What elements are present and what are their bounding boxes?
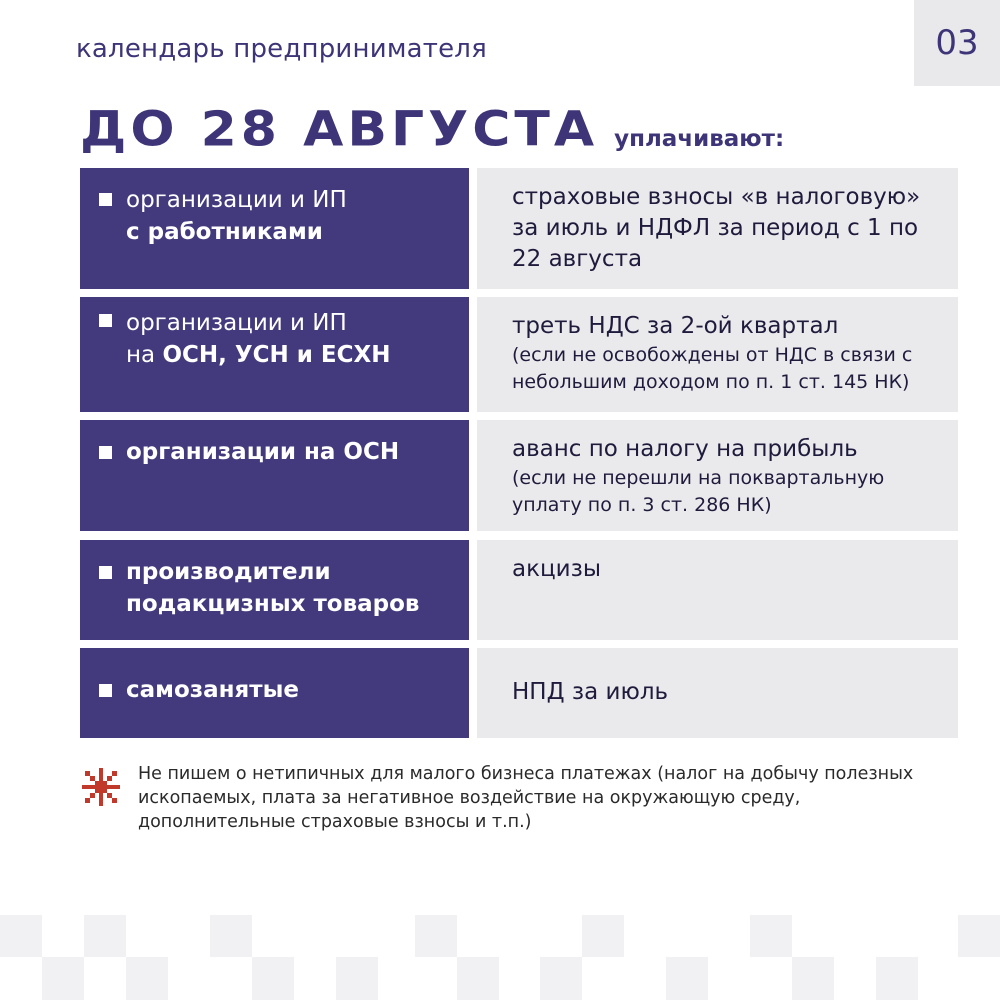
payment-cell bbox=[477, 648, 958, 738]
page-number: 03 bbox=[935, 23, 979, 63]
table-row bbox=[80, 540, 958, 640]
footnote: Не пишем о нетипичных для малого бизнеса платежах (налог на добычу полезных ископаемых, плата за негативное воздействие на окружающую среду, дополнительные страховые взносы и т.п.) bbox=[138, 764, 914, 832]
payer-bold: организации на ОСН bbox=[126, 439, 400, 465]
payer-cell bbox=[80, 540, 469, 640]
payer-cell bbox=[80, 420, 469, 531]
payment-cell bbox=[477, 540, 958, 640]
asterisk-icon bbox=[80, 766, 122, 808]
payer-bold: самозанятые bbox=[126, 677, 300, 703]
payer-bold: производители подакцизных товаров bbox=[126, 559, 420, 617]
payment-note: (если не перешли на поквартальную уплату по п. 3 ст. 286 НК) bbox=[512, 467, 885, 516]
payment-main: акцизы bbox=[512, 556, 601, 582]
headline bbox=[80, 102, 785, 158]
payment-cell bbox=[477, 168, 958, 289]
bullet-icon bbox=[99, 684, 112, 697]
payer-regular: организации и ИП bbox=[126, 310, 347, 336]
payer-bold: ОСН, УСН и ЕСХН bbox=[162, 342, 391, 368]
payment-main: треть НДС за 2-ой квартал bbox=[512, 313, 839, 339]
header-title: календарь предпринимателя bbox=[76, 34, 487, 64]
payment-cell bbox=[477, 297, 958, 412]
headline-deadline: ДО 28 АВГУСТА bbox=[80, 102, 599, 158]
payer-cell bbox=[80, 168, 469, 289]
payer-cell bbox=[80, 648, 469, 738]
table-row bbox=[80, 420, 958, 531]
bullet-icon bbox=[99, 314, 112, 327]
payment-main: аванс по налогу на прибыль bbox=[512, 436, 858, 462]
payer-regular: организации и ИП bbox=[126, 187, 347, 213]
bullet-icon bbox=[99, 446, 112, 459]
page-number-badge bbox=[914, 0, 1000, 86]
table-row bbox=[80, 297, 958, 412]
payer-bold: с работниками bbox=[126, 219, 323, 245]
payment-main: страховые взносы «в налоговую» за июль и НДФЛ за период с 1 по 22 августа bbox=[512, 184, 921, 272]
bullet-icon bbox=[99, 566, 112, 579]
headline-suffix: уплачивают: bbox=[614, 126, 785, 152]
payment-note: (если не освобождены от НДС в связи с небольшим доходом по п. 1 ст. 145 НК) bbox=[512, 344, 913, 393]
payment-cell bbox=[477, 420, 958, 531]
payer-prefix: на bbox=[126, 342, 163, 368]
bullet-icon bbox=[99, 193, 112, 206]
table-row bbox=[80, 648, 958, 738]
payer-cell bbox=[80, 297, 469, 412]
table-row bbox=[80, 168, 958, 289]
payment-main: НПД за июль bbox=[512, 679, 669, 705]
